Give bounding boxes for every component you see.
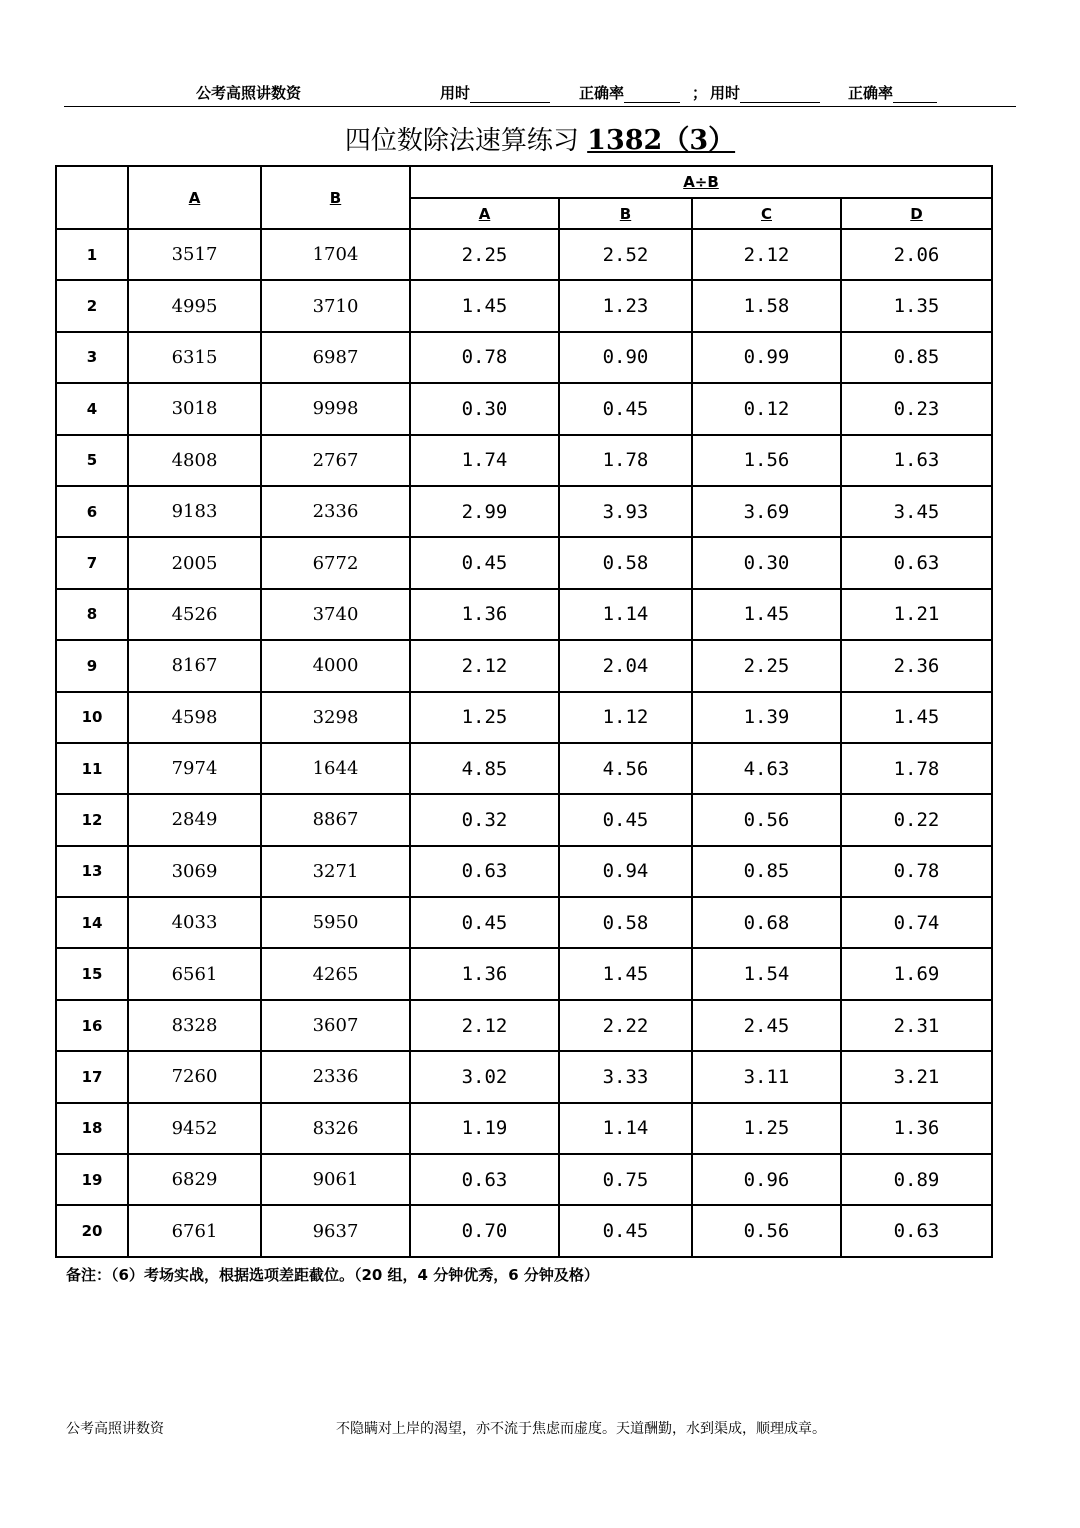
option-c-cell: 0.12 (692, 383, 841, 434)
table-row (56, 1000, 992, 1051)
time-label-2: 用时 (710, 84, 741, 102)
row-number: 20 (56, 1205, 128, 1256)
divisor-cell: 9637 (261, 1205, 410, 1256)
practice-table (55, 165, 993, 1258)
option-a-cell: 1.19 (410, 1103, 559, 1154)
option-b-cell: 0.75 (559, 1154, 692, 1205)
row-number: 9 (56, 640, 128, 691)
row-number: 19 (56, 1154, 128, 1205)
option-c-cell: 0.30 (692, 537, 841, 588)
option-d-cell: 0.23 (841, 383, 992, 434)
col-b-header: B (261, 166, 410, 229)
note-text: 备注：（6）考场实战，根据选项差距截位。（20 组，4 分钟优秀，6 分钟及格） (66, 1266, 599, 1284)
option-b-cell: 1.14 (559, 589, 692, 640)
divisor-cell: 2767 (261, 435, 410, 486)
option-b-cell: 1.14 (559, 1103, 692, 1154)
dividend-cell: 4033 (128, 897, 261, 948)
option-c-cell: 1.58 (692, 280, 841, 331)
option-d-cell: 2.31 (841, 1000, 992, 1051)
option-d-cell: 0.85 (841, 332, 992, 383)
divisor-cell: 3740 (261, 589, 410, 640)
row-number: 11 (56, 743, 128, 794)
option-a-cell: 2.25 (410, 229, 559, 280)
option-c-cell: 0.56 (692, 794, 841, 845)
option-b-cell: 3.33 (559, 1051, 692, 1102)
option-b-cell: 2.22 (559, 1000, 692, 1051)
divisor-cell: 1704 (261, 229, 410, 280)
accuracy-label-2: 正确率 (848, 84, 894, 102)
footer-motto: 不隐瞒对上岸的渴望，亦不流于焦虑而虚度。天道酬勤，水到渠成，顺理成章。 (336, 1421, 826, 1437)
dividend-cell: 3018 (128, 383, 261, 434)
option-d-header: D (841, 198, 992, 229)
option-d-cell: 1.35 (841, 280, 992, 331)
divisor-cell: 5950 (261, 897, 410, 948)
row-number: 2 (56, 280, 128, 331)
divisor-cell: 1644 (261, 743, 410, 794)
accuracy-field-1 (579, 82, 680, 103)
divisor-cell: 3271 (261, 846, 410, 897)
dividend-cell: 9452 (128, 1103, 261, 1154)
table-row (56, 948, 992, 999)
row-number: 3 (56, 332, 128, 383)
time-blank-1[interactable] (470, 86, 550, 103)
dividend-cell: 8167 (128, 640, 261, 691)
option-d-cell: 2.36 (841, 640, 992, 691)
row-number: 6 (56, 486, 128, 537)
option-d-cell: 0.74 (841, 897, 992, 948)
option-c-cell: 0.96 (692, 1154, 841, 1205)
option-d-cell: 0.63 (841, 537, 992, 588)
col-a-header: A (128, 166, 261, 229)
table-row (56, 897, 992, 948)
option-d-cell: 1.63 (841, 435, 992, 486)
option-b-cell: 4.56 (559, 743, 692, 794)
option-a-cell: 2.12 (410, 640, 559, 691)
option-a-cell: 1.45 (410, 280, 559, 331)
option-d-cell: 3.21 (841, 1051, 992, 1102)
dividend-cell: 6761 (128, 1205, 261, 1256)
table-row (56, 537, 992, 588)
option-b-cell: 0.94 (559, 846, 692, 897)
table-row (56, 229, 992, 280)
table-row (56, 435, 992, 486)
option-b-cell: 3.93 (559, 486, 692, 537)
header-brand: 公考高照讲数资 (196, 84, 302, 102)
table-row (56, 794, 992, 845)
row-number: 7 (56, 537, 128, 588)
option-b-cell: 1.78 (559, 435, 692, 486)
row-number: 5 (56, 435, 128, 486)
option-c-cell: 1.39 (692, 692, 841, 743)
option-b-cell: 0.90 (559, 332, 692, 383)
option-b-cell: 2.04 (559, 640, 692, 691)
option-d-cell: 0.22 (841, 794, 992, 845)
option-c-cell: 1.56 (692, 435, 841, 486)
option-d-cell: 0.89 (841, 1154, 992, 1205)
header-separator: ； (692, 84, 708, 102)
time-blank-2[interactable] (740, 86, 820, 103)
table-row (56, 486, 992, 537)
divisor-cell: 8326 (261, 1103, 410, 1154)
option-b-cell: 1.45 (559, 948, 692, 999)
option-c-cell: 4.63 (692, 743, 841, 794)
divisor-cell: 4000 (261, 640, 410, 691)
option-b-cell: 1.12 (559, 692, 692, 743)
time-field-1 (440, 82, 550, 103)
option-a-cell: 2.99 (410, 486, 559, 537)
quotient-group-header: A÷B (410, 166, 992, 198)
option-a-header: A (410, 198, 559, 229)
option-a-cell: 2.12 (410, 1000, 559, 1051)
option-a-cell: 0.78 (410, 332, 559, 383)
option-b-cell: 2.52 (559, 229, 692, 280)
divisor-cell: 4265 (261, 948, 410, 999)
divisor-cell: 6987 (261, 332, 410, 383)
table-row (56, 846, 992, 897)
divisor-cell: 2336 (261, 486, 410, 537)
option-a-cell: 0.32 (410, 794, 559, 845)
dividend-cell: 4598 (128, 692, 261, 743)
accuracy-label-1: 正确率 (579, 84, 625, 102)
option-a-cell: 0.30 (410, 383, 559, 434)
row-number: 8 (56, 589, 128, 640)
option-c-cell: 2.12 (692, 229, 841, 280)
option-b-cell: 0.58 (559, 537, 692, 588)
option-d-cell: 1.45 (841, 692, 992, 743)
table-row (56, 1205, 992, 1256)
option-a-cell: 0.63 (410, 846, 559, 897)
option-c-cell: 0.99 (692, 332, 841, 383)
option-a-cell: 0.70 (410, 1205, 559, 1256)
row-number: 15 (56, 948, 128, 999)
row-number: 18 (56, 1103, 128, 1154)
option-a-cell: 0.45 (410, 897, 559, 948)
divisor-cell: 9061 (261, 1154, 410, 1205)
row-number: 10 (56, 692, 128, 743)
row-number: 1 (56, 229, 128, 280)
option-c-cell: 3.69 (692, 486, 841, 537)
table-row (56, 1103, 992, 1154)
option-b-cell: 0.45 (559, 794, 692, 845)
option-d-cell: 0.63 (841, 1205, 992, 1256)
option-d-cell: 3.45 (841, 486, 992, 537)
dividend-cell: 6561 (128, 948, 261, 999)
title-number: 1382（3） (587, 125, 736, 156)
option-c-cell: 1.25 (692, 1103, 841, 1154)
accuracy-blank-2[interactable] (893, 86, 937, 103)
option-a-cell: 1.74 (410, 435, 559, 486)
header-row-1 (56, 166, 992, 198)
option-c-cell: 3.11 (692, 1051, 841, 1102)
dividend-cell: 2005 (128, 537, 261, 588)
divisor-cell: 2336 (261, 1051, 410, 1102)
dividend-cell: 3069 (128, 846, 261, 897)
table-row (56, 1051, 992, 1102)
option-d-cell: 0.78 (841, 846, 992, 897)
option-c-header: C (692, 198, 841, 229)
row-number: 14 (56, 897, 128, 948)
option-d-cell: 2.06 (841, 229, 992, 280)
table-row (56, 1154, 992, 1205)
dividend-cell: 2849 (128, 794, 261, 845)
option-d-cell: 1.69 (841, 948, 992, 999)
table-row (56, 332, 992, 383)
time-label-1: 用时 (440, 84, 471, 102)
dividend-cell: 7974 (128, 743, 261, 794)
row-number: 17 (56, 1051, 128, 1102)
divisor-cell: 8867 (261, 794, 410, 845)
option-d-cell: 1.36 (841, 1103, 992, 1154)
option-c-cell: 1.54 (692, 948, 841, 999)
row-number: 12 (56, 794, 128, 845)
index-header (56, 166, 128, 229)
row-number: 16 (56, 1000, 128, 1051)
dividend-cell: 6315 (128, 332, 261, 383)
divisor-cell: 3710 (261, 280, 410, 331)
dividend-cell: 9183 (128, 486, 261, 537)
divisor-cell: 6772 (261, 537, 410, 588)
option-c-cell: 0.68 (692, 897, 841, 948)
dividend-cell: 3517 (128, 229, 261, 280)
option-c-cell: 0.85 (692, 846, 841, 897)
option-b-cell: 1.23 (559, 280, 692, 331)
table-row (56, 743, 992, 794)
table-row (56, 692, 992, 743)
divisor-cell: 3607 (261, 1000, 410, 1051)
dividend-cell: 4808 (128, 435, 261, 486)
table-row (56, 383, 992, 434)
time-field-2 (710, 82, 820, 103)
option-a-cell: 3.02 (410, 1051, 559, 1102)
option-c-cell: 2.45 (692, 1000, 841, 1051)
option-c-cell: 1.45 (692, 589, 841, 640)
option-a-cell: 0.63 (410, 1154, 559, 1205)
dividend-cell: 4526 (128, 589, 261, 640)
option-c-cell: 2.25 (692, 640, 841, 691)
option-d-cell: 1.78 (841, 743, 992, 794)
dividend-cell: 8328 (128, 1000, 261, 1051)
table-row (56, 589, 992, 640)
option-a-cell: 1.36 (410, 948, 559, 999)
dividend-cell: 4995 (128, 280, 261, 331)
table-row (56, 640, 992, 691)
title-text: 四位数除法速算练习 (344, 126, 579, 156)
row-number: 4 (56, 383, 128, 434)
accuracy-blank-1[interactable] (624, 86, 680, 103)
option-a-cell: 0.45 (410, 537, 559, 588)
option-b-cell: 0.45 (559, 383, 692, 434)
header-bar (64, 78, 1016, 107)
divisor-cell: 9998 (261, 383, 410, 434)
page-title (0, 118, 1080, 157)
table-row (56, 280, 992, 331)
divisor-cell: 3298 (261, 692, 410, 743)
dividend-cell: 6829 (128, 1154, 261, 1205)
option-d-cell: 1.21 (841, 589, 992, 640)
row-number: 13 (56, 846, 128, 897)
option-b-cell: 0.58 (559, 897, 692, 948)
footer-brand: 公考高照讲数资 (66, 1421, 164, 1437)
option-a-cell: 1.36 (410, 589, 559, 640)
option-b-cell: 0.45 (559, 1205, 692, 1256)
option-b-header: B (559, 198, 692, 229)
option-a-cell: 4.85 (410, 743, 559, 794)
dividend-cell: 7260 (128, 1051, 261, 1102)
accuracy-field-2 (848, 82, 937, 103)
option-c-cell: 0.56 (692, 1205, 841, 1256)
option-a-cell: 1.25 (410, 692, 559, 743)
